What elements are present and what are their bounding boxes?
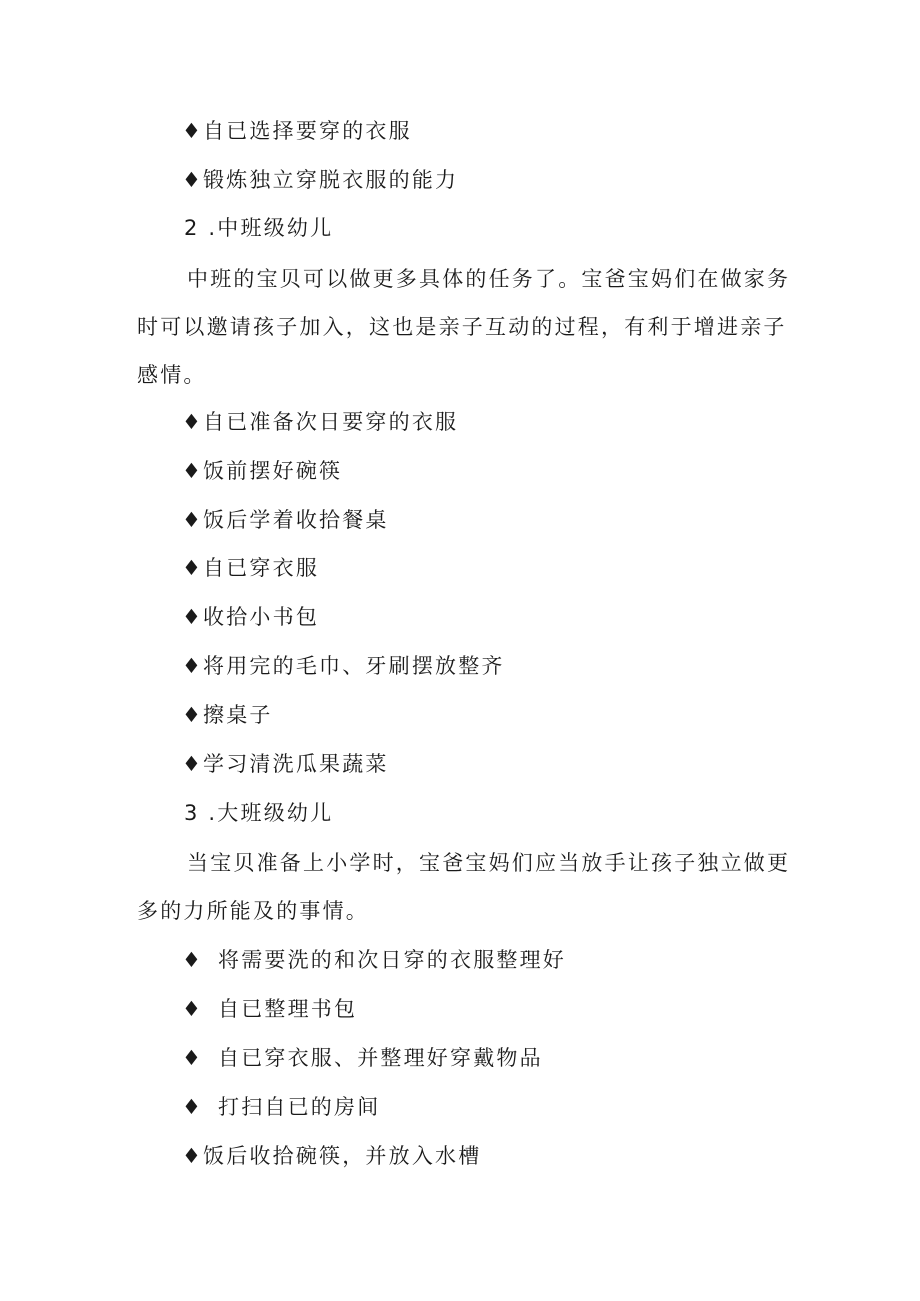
paragraph: 中班的宝贝可以做更多具体的任务了。宝爸宝妈们在做家务时可以邀请孩子加入，这也是亲子互动的过程，有利于增进亲子感情。 [137,267,791,387]
list-item [182,999,357,1020]
list-item: ♦自已选择要穿的衣服 [182,119,412,143]
list-item [182,1097,380,1118]
list-item-text: 将需要洗的和次日穿的衣服整理好 [218,948,566,972]
list-item: ♦锻炼独立穿脱衣服的能力 [182,168,459,192]
list-item: ♦饭后收拾碗筷，并放入水槽 [182,1144,482,1168]
diamond-bullet-icon: ♦ [182,997,204,1021]
list-item: ♦擦桌子 [182,703,273,727]
list-item-text: 打扫自已的房间 [218,1095,381,1119]
diamond-bullet-icon: ♦ [182,1046,204,1070]
list-item: ♦饭前摆好碗筷 [182,459,343,483]
list-item [182,950,566,971]
list-item: ♦将用完的毛巾、牙刷摆放整齐 [182,654,505,678]
section-heading: 3 .大班级幼儿 [184,801,334,825]
list-item-text: 自已整理书包 [218,997,358,1021]
list-item: ♦学习清洗瓜果蔬菜 [182,752,389,776]
list-item: ♦饭后学着收拾餐桌 [182,508,389,532]
list-item: ♦自已准备次日要穿的衣服 [182,410,459,434]
list-item: ♦自已穿衣服 [182,556,320,580]
list-item: ♦收拾小书包 [182,605,320,629]
section-heading: 2 .中班级幼儿 [184,216,334,240]
list-item [182,1048,543,1069]
paragraph: 当宝贝准备上小学时，宝爸宝妈们应当放手让孩子独立做更多的力所能及的事情。 [137,851,791,923]
diamond-bullet-icon: ♦ [182,948,204,972]
diamond-bullet-icon: ♦ [182,1095,204,1119]
list-item-text: 自已穿衣服、并整理好穿戴物品 [218,1046,543,1070]
